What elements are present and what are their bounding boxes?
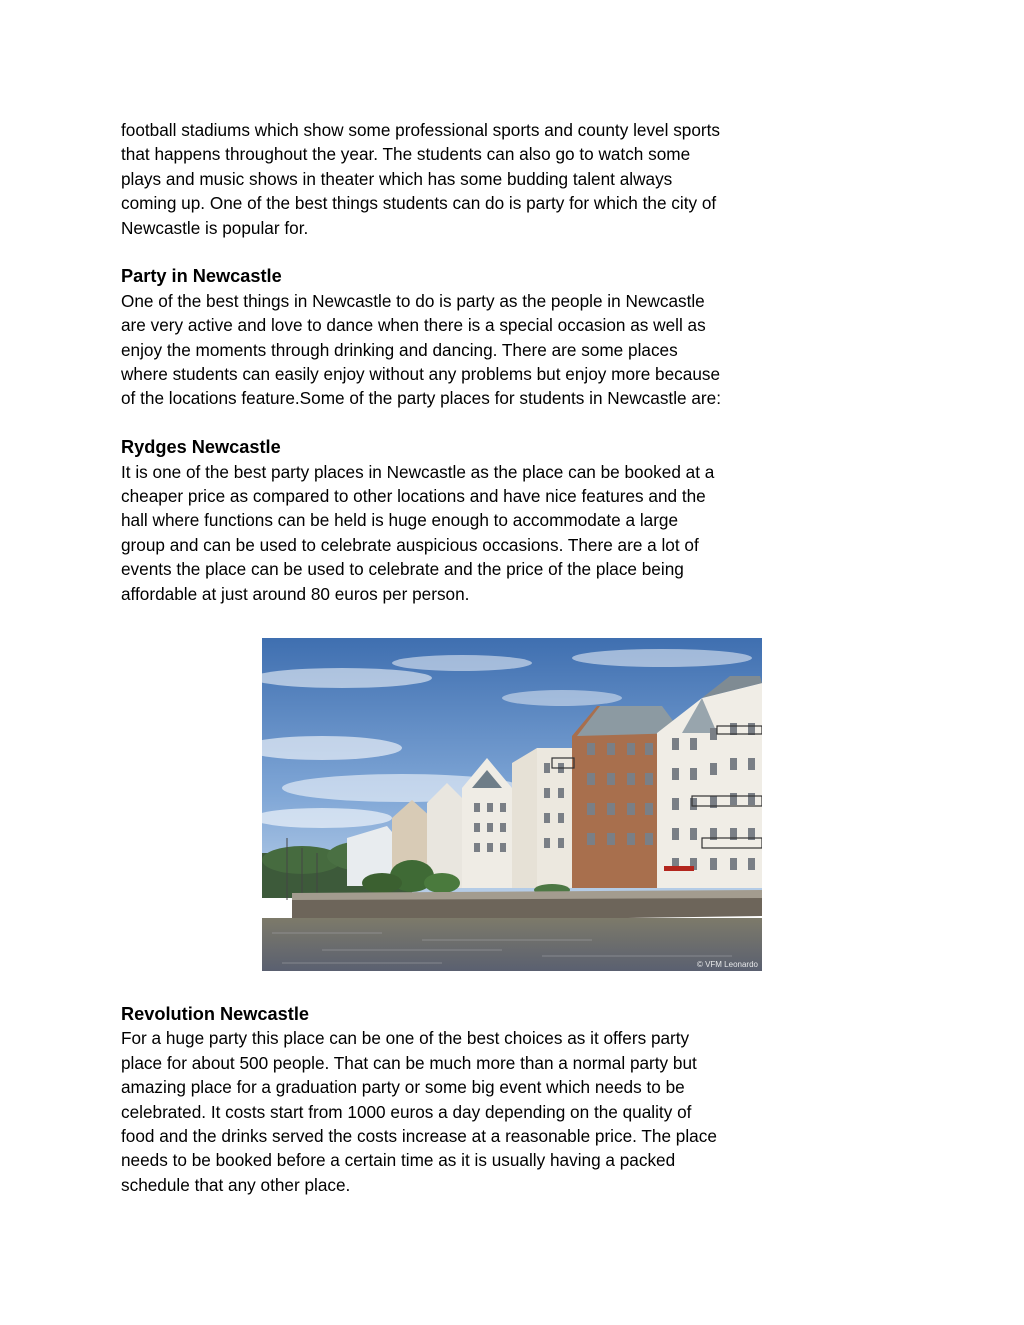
rydges-heading: Rydges Newcastle (121, 437, 281, 458)
party-heading: Party in Newcastle (121, 266, 282, 287)
revolution-line: needs to be booked before a certain time as it is usually having a packed (121, 1150, 676, 1171)
intro-line: that happens throughout the year. The students can also go to watch some (121, 144, 691, 165)
revolution-line: amazing place for a graduation party or some big event which needs to be (121, 1077, 685, 1098)
revolution-line: For a huge party this place can be one of the best choices as it offers party (121, 1028, 690, 1049)
party-line: are very active and love to dance when there is a special occasion as well as (121, 315, 706, 336)
party-line: where students can easily enjoy without any problems but enjoy more because (121, 364, 721, 385)
revolution-line: place for about 500 people. That can be much more than a normal party but (121, 1052, 697, 1073)
intro-line: plays and music shows in theater which has some budding talent always (121, 168, 673, 189)
revolution-section (121, 1002, 781, 1197)
party-line: of the locations feature.Some of the party places for students in Newcastle are: (121, 388, 721, 409)
intro-line: football stadiums which show some professional sports and county level sports (121, 120, 720, 140)
revolution-line: schedule that any other place. (121, 1174, 351, 1195)
party-line: One of the best things in Newcastle to do is party as the people in Newcastle (121, 290, 705, 311)
intro-line: coming up. One of the best things students can do is party for which the city of (121, 193, 717, 214)
rydges-paragraph (121, 460, 781, 606)
hotel-waterfront-photo (262, 638, 762, 971)
party-paragraph (121, 289, 781, 411)
rydges-line: events the place can be used to celebrate and the price of the place being (121, 559, 684, 580)
intro-line: Newcastle is popular for. (121, 217, 309, 238)
photo-credit: © VFM Leonardo (696, 960, 758, 969)
revolution-heading: Revolution Newcastle (121, 1004, 309, 1024)
rydges-line: group and can be used to celebrate auspicious occasions. There are a lot of (121, 534, 699, 555)
revolution-line: food and the drinks served the costs increase at a reasonable price. The place (121, 1126, 717, 1147)
intro-paragraph (121, 118, 781, 240)
document-body (121, 118, 781, 606)
rydges-line: It is one of the best party places in Newcastle as the place can be booked at a (121, 461, 715, 482)
revolution-line: celebrated. It costs start from 1000 euros a day depending on the quality of (121, 1101, 692, 1122)
revolution-paragraph (121, 1026, 781, 1197)
rydges-line: affordable at just around 80 euros per person. (121, 583, 470, 604)
party-line: enjoy the moments through drinking and dancing. There are some places (121, 339, 678, 360)
rydges-line: hall where functions can be held is huge enough to accommodate a large (121, 510, 679, 531)
rydges-line: cheaper price as compared to other locations and have nice features and the (121, 486, 706, 507)
